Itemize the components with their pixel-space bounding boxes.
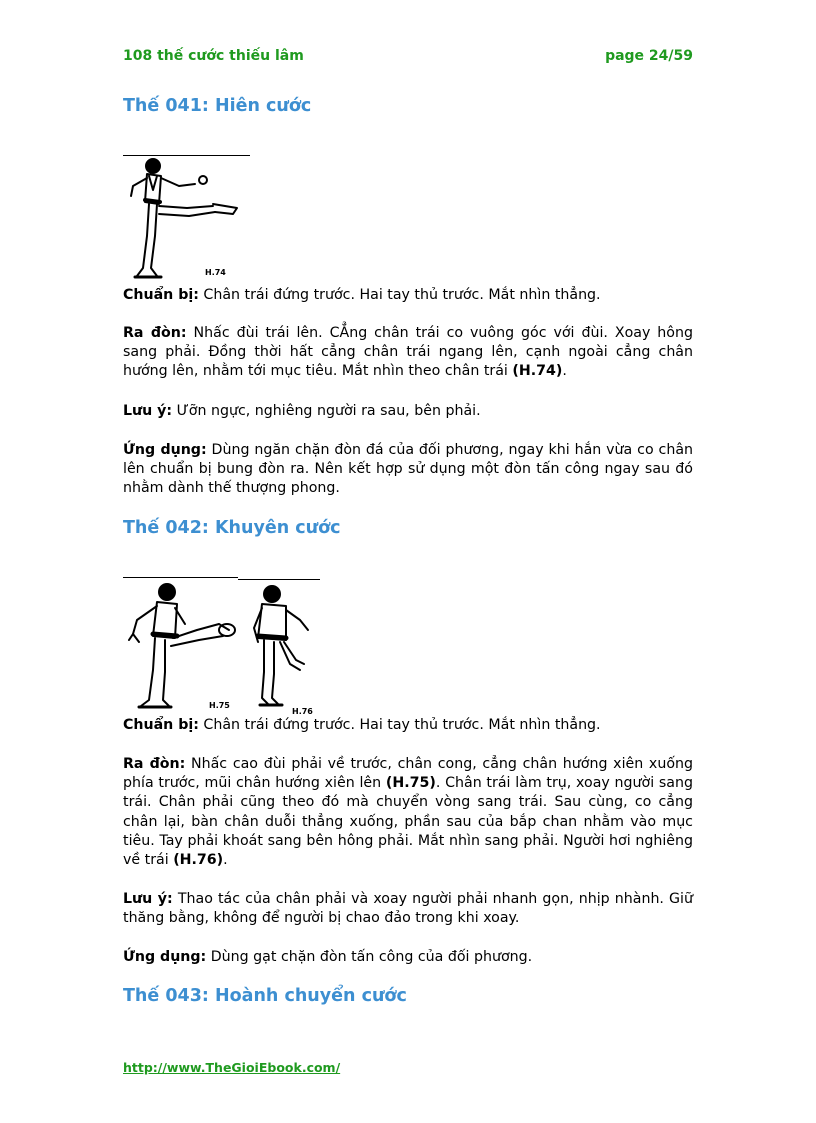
kick-figure-h74-icon: [123, 156, 251, 284]
footer-link[interactable]: http://www.TheGioiEbook.com/: [123, 1060, 341, 1075]
section-heading-043: Thế 043: Hoành chuyển cước: [123, 986, 407, 1006]
paragraph-ung-dung-041: Ứng dụng: Dùng ngăn chặn đòn đá của đối phương, ngay khi hắn vừa co chân lên chuẩn bị bung đòn ra. Nên kết hợp sử dụng một đòn tấn công ngay sau đó nhằm dành thế thượng phong.: [123, 442, 694, 497]
paragraph-chuan-bi-042: Chuẩn bị: Chân trái đứng trước. Hai tay thủ trước. Mắt nhìn thẳng.: [123, 717, 601, 733]
section-heading-042: Thế 042: Khuyên cước: [123, 518, 341, 538]
paragraph-ra-don-042: Ra đòn: Nhấc cao đùi phải về trước, chân cong, cẳng chân hướng xiên xuống phía trước, mũi chân hướng xiên lên (H.75). Chân trái làm trụ, xoay người sang trái. Chân phải cũng theo đó mà chuyển vòng sang trái. Sau cùng, co cẳng chân lại, bàn chân duỗi thẳng xuống, phần sau của bắp chan nhằm vào mục tiêu. Tay phải khoát sang bên hông phải. Mắt nhìn sang phải. Người hơi nghiêng về trái (H.76).: [123, 756, 693, 869]
paragraph-chuan-bi-041: Chuẩn bị: Chân trái đứng trước. Hai tay thủ trước. Mắt nhìn thẳng.: [123, 287, 601, 303]
figure-label: H.76: [292, 707, 313, 714]
paragraph-luu-y-042: Lưu ý: Thao tác của chân phải và xoay người phải nhanh gọn, nhịp nhành. Giữ thăng bằng, không để người bị chao đảo trong khi xoay.: [123, 891, 693, 927]
kick-figure-h75-icon: [123, 580, 243, 714]
turn-figure-h76-icon: [238, 580, 322, 714]
document-title: 108 thế cước thiếu lâm: [123, 48, 304, 64]
paragraph-ung-dung-042: Ứng dụng: Dùng gạt chặn đòn tấn công của đối phương.: [123, 949, 533, 965]
figure-label: H.74: [205, 268, 226, 277]
figure-rule: [123, 577, 238, 578]
section-heading-041: Thế 041: Hiên cước: [123, 96, 312, 116]
page-number: page 24/59: [605, 48, 693, 64]
paragraph-luu-y-041: Lưu ý: Ưỡn ngực, nghiêng người ra sau, bên phải.: [123, 403, 481, 419]
figure-label: H.75: [209, 701, 230, 710]
paragraph-ra-don-041: Ra đòn: Nhấc đùi trái lên. CẲng chân trái co vuông góc với đùi. Xoay hông sang phải. Đồng thời hất cẳng chân trái ngang lên, cạnh ngoài cẳng chân hướng lên, nhằm tới mục tiêu. Mắt nhìn theo chân trái (H.74).: [123, 325, 693, 380]
